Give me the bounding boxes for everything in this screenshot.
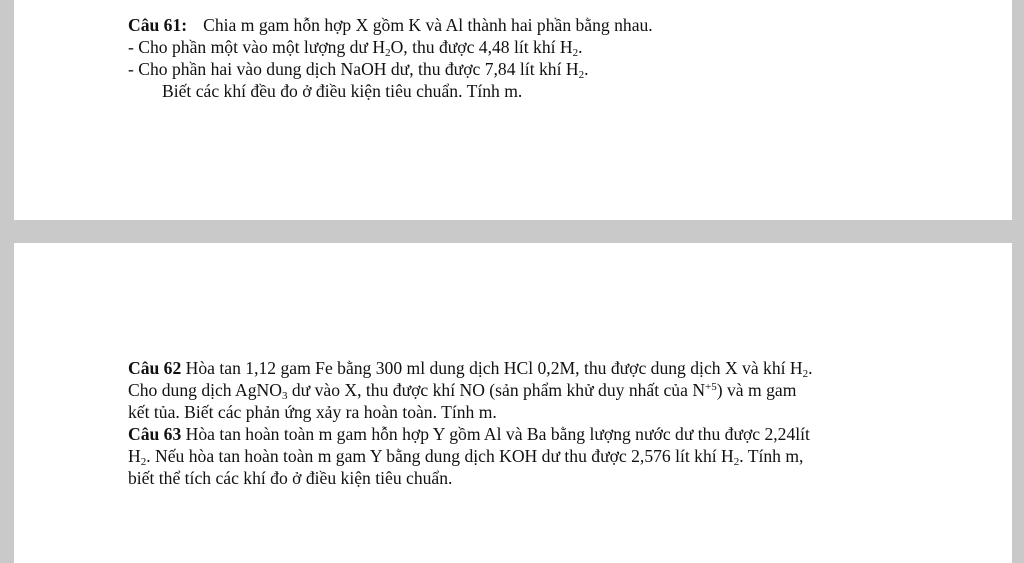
text-run: dư vào X, thu được khí NO (sản phẩm khử duy nhất của N — [287, 380, 706, 400]
text-run: H — [128, 446, 141, 466]
text-run: Cho dung dịch AgNO — [128, 380, 282, 400]
question-61 — [128, 14, 653, 102]
question-61-intro: Chia m gam hỗn hợp X gồm K và Al thành hai phần bằng nhau. — [203, 15, 653, 35]
question-62-line-1 — [128, 357, 813, 379]
text-run: O, thu được 4,48 lít khí H — [390, 37, 573, 57]
text-run: . — [578, 37, 583, 57]
document-page-2 — [14, 243, 1012, 563]
text-run: - Cho phần một vào một lượng dư H — [128, 37, 386, 57]
document-page-1 — [14, 0, 1012, 220]
question-61-line-4: Biết các khí đều đo ở điều kiện tiêu chuẩn. Tính m. — [162, 81, 523, 101]
subscript: 2 — [802, 368, 809, 380]
subscript: 3 — [281, 390, 288, 402]
question-61-line-1 — [128, 14, 653, 36]
question-62-line-2 — [128, 379, 813, 401]
text-run: . Tính m, — [739, 446, 804, 466]
text-run: . — [808, 358, 813, 378]
text-run: - Cho phần hai vào dung dịch NaOH dư, thu được 7,84 lít khí H — [128, 59, 579, 79]
question-63-label: Câu 63 — [128, 424, 182, 444]
question-62-label: Câu 62 — [128, 358, 182, 378]
subscript: 2 — [385, 47, 391, 59]
question-63-line-3: biết thể tích các khí đo ở điều kiện tiêu chuẩn. — [128, 468, 453, 488]
subscript: 2 — [578, 69, 585, 81]
subscript: 2 — [140, 456, 147, 468]
question-61-line-3 — [128, 58, 653, 80]
question-63-line-1 — [128, 423, 813, 445]
question-61-label: Câu 61: — [128, 15, 188, 35]
text-run: . — [584, 59, 589, 79]
question-62-line-3: kết tủa. Biết các phản ứng xảy ra hoàn toàn. Tính m. — [128, 402, 497, 422]
text-run: Hòa tan hoàn toàn m gam hỗn hợp Y gồm Al và Ba bằng lượng nước dư thu được 2,24lít — [181, 424, 810, 444]
superscript: +5 — [705, 381, 717, 393]
subscript: 2 — [733, 456, 740, 468]
question-62-63 — [128, 357, 813, 489]
text-run: ) và m gam — [716, 380, 797, 400]
text-run: . Nếu hòa tan hoàn toàn m gam Y bằng dung dịch KOH dư thu được 2,576 lít khí H — [146, 446, 734, 466]
text-run: Hòa tan 1,12 gam Fe bằng 300 ml dung dịch HCl 0,2M, thu được dung dịch X và khí H — [181, 358, 803, 378]
question-63-line-2 — [128, 445, 813, 467]
question-61-line-2 — [128, 36, 653, 58]
subscript: 2 — [572, 47, 579, 59]
